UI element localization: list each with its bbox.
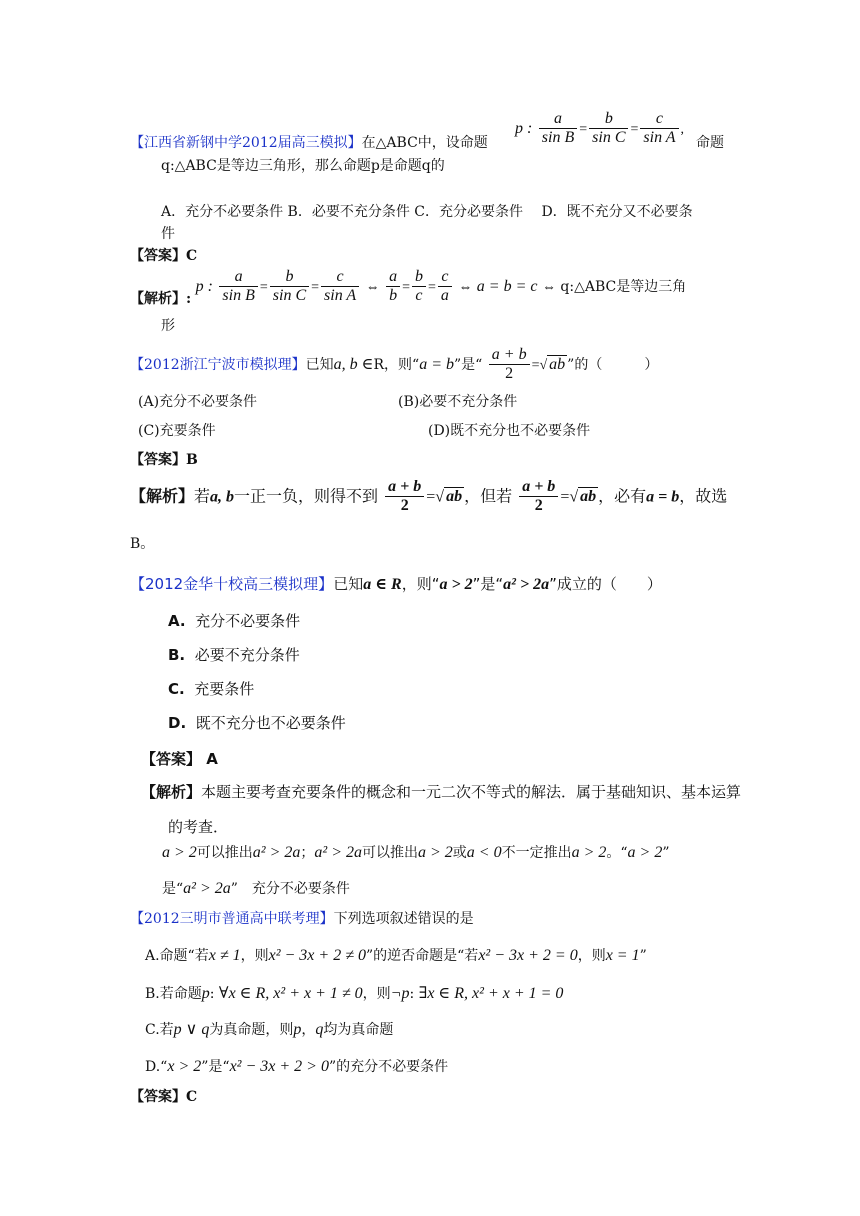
q1-stem-b: 命题 (696, 135, 724, 151)
q1-p-prefix: p : (515, 119, 533, 137)
q2-analysis: 【解析】若a, b一正一负，则得不到 $\frac{a + b}{2}$ =√ ab ，但若 $\frac{a + b}{2}$ =√ ab ，必有a = b，故选 (130, 478, 728, 515)
q1-source: 【江西省新钢中学2012届高三模拟】 (130, 135, 362, 151)
q2-analysis-wrap: B。 (130, 536, 155, 552)
q3-answer: 【答案】 A (141, 750, 218, 768)
q3-analysis-4: 是“a² > 2a” 充分不必要条件 (162, 880, 350, 897)
q2-analysis-label: 【解析】 (130, 486, 195, 506)
q4-option-d: D.“x > 2”是“x² − 3x + 2 > 0”的充分不必要条件 (145, 1058, 449, 1075)
q1-frac-2: $\frac{b}{\text{sin C}}$ (589, 110, 628, 148)
q3-analysis-1: 【解析】本题主要考查充要条件的概念和一元二次不等式的解法．属于基础知识、基本运算 (141, 783, 742, 801)
q1-analysis: 【解析】: p : $\frac{a}{\text{sin B}}$ = $\frac{b}{\text{sin C}}$ = $\frac{c}{\text{sin A}}$ ⇔ $\frac{a}{b}$ = $\frac{b}{c}$ = $\frac{c}{a}$ ⇔ a = b = c ⇔ q:△ABC是等边三角 (130, 268, 687, 307)
q4-option-b: B.若命题p: ∀x ∈ R, x² + x + 1 ≠ 0，则¬p: ∃x ∈ R, x² + x + 1 = 0 (145, 985, 564, 1002)
q1-options: A．充分不必要条件 B．必要不充分条件 C．充分必要条件 D．既不充分又不必要条 (161, 204, 693, 220)
q1-formula: p : $\frac{a}{\text{sin B}}$ = $\frac{b}{\text{sin C}}$ = $\frac{c}{\text{sin A}}$ , (515, 110, 685, 147)
q2-answer: 【答案】B (130, 452, 198, 468)
q1-stem-a: 在△ABC中，设命题 (361, 135, 488, 151)
q1-chain: a = b = c (476, 277, 538, 295)
q3-option-a: A. 充分不必要条件 (168, 612, 301, 630)
q3-analysis-3: a > 2可以推出a² > 2a；a² > 2a可以推出a > 2或a < 0不一定推出a > 2。“a > 2” (162, 844, 670, 861)
q2-option-d: (D)既不充分也不必要条件 (428, 423, 591, 439)
q1-analysis-label: 【解析】: (130, 290, 192, 307)
q2-option-a: (A)充分不必要条件 (138, 394, 258, 410)
q1-frac-3: $\frac{c}{\text{sin A}}$ (640, 110, 678, 148)
q3-option-b: B. 必要不充分条件 (168, 646, 300, 664)
q4-source: 【2012三明市普通高中联考理】 (130, 911, 334, 927)
q1-answer: 【答案】C (130, 248, 198, 264)
q4-option-c: C.若p ∨ q为真命题，则p，q均为真命题 (145, 1021, 394, 1038)
q1-frac-1: $\frac{a}{\text{sin B}}$ (539, 110, 577, 148)
q4-stem: 【2012三明市普通高中联考理】下列选项叙述错误的是 (130, 911, 474, 927)
q1-stem (130, 135, 488, 152)
q3-analysis-2: 的考查． (168, 818, 229, 836)
q1-options-wrap: 件 (161, 226, 175, 242)
q2-option-b: (B)必要不充分条件 (398, 394, 518, 410)
q3-option-d: D. 既不充分也不必要条件 (168, 714, 346, 732)
q1-stem-c: q:△ABC是等边三角形，那么命题p是命题q的 (161, 158, 445, 174)
iff-symbol: ⇔ (365, 279, 380, 295)
q1-conclusion: q:△ABC是等边三角 (560, 278, 687, 295)
q3-source: 【2012金华十校高三模拟理】 (130, 575, 334, 593)
q1-conclusion-wrap: 形 (161, 318, 175, 334)
q2-avg-frac: $\frac{a + b}{2}$ (489, 346, 530, 384)
q2-sqrt: ab (549, 355, 566, 373)
q2-option-c: (C)充要条件 (138, 423, 216, 439)
q3-option-c: C. 充要条件 (168, 680, 255, 698)
q4-answer: 【答案】C (130, 1089, 198, 1105)
q4-option-a: A.命题“若x ≠ 1，则x² − 3x + 2 ≠ 0”的逆否命题是“若x² − 3x + 2 = 0，则x = 1” (145, 947, 647, 964)
q2-source: 【2012浙江宁波市模拟理】 (130, 356, 306, 373)
q3-stem: 【2012金华十校高三模拟理】已知a ∈ R，则“a > 2”是“a² > 2a”成立的（ ） (130, 575, 662, 593)
q2-stem: 【2012浙江宁波市模拟理】已知a, b ∈R，则“a = b”是“ $\frac{a + b}{2}$ =√ ab ”的（ ） (130, 346, 659, 383)
